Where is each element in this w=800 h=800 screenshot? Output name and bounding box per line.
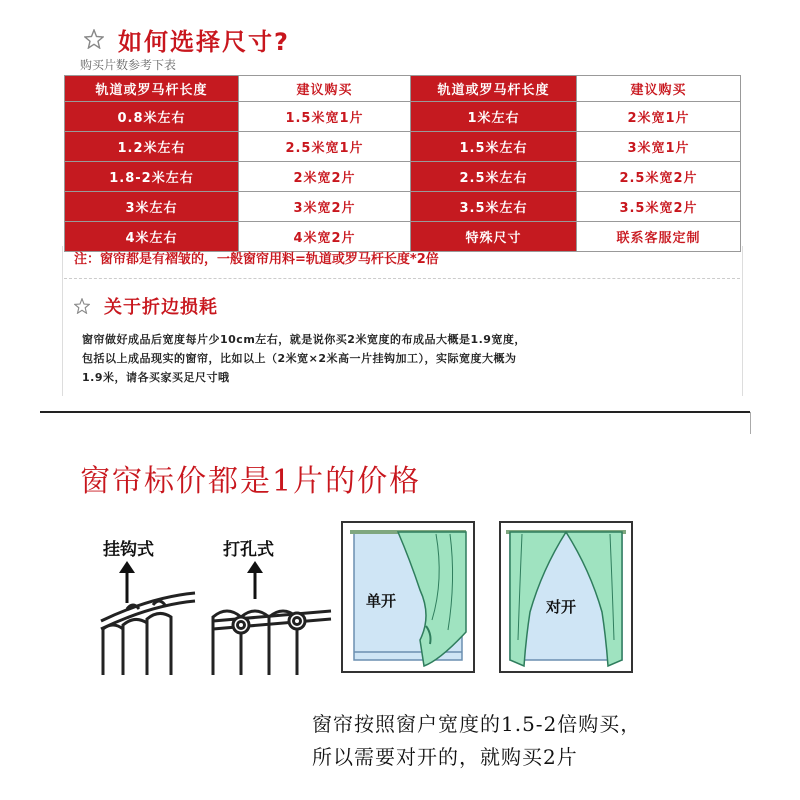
table-cell: 4米宽2片 — [239, 222, 411, 252]
side-rule-right — [742, 246, 743, 396]
table-row — [65, 222, 741, 252]
hem-loss-paragraph — [82, 330, 742, 387]
star-icon — [84, 29, 104, 49]
table-cell: 1.5米宽1片 — [239, 102, 411, 132]
table-cell: 2.5米宽1片 — [239, 132, 411, 162]
size-guide-hint: 购买片数参考下表 — [80, 58, 177, 72]
table-row — [65, 102, 741, 132]
table-cell: 4米左右 — [65, 222, 239, 252]
separator-tick — [750, 412, 751, 434]
table-row — [65, 192, 741, 222]
table-cell: 1米左右 — [411, 102, 577, 132]
size-note: 注：窗帘都是有褶皱的，一般窗帘用料=轨道或罗马杆长度*2倍 — [74, 252, 439, 267]
table-cell: 联系客服定制 — [577, 222, 741, 252]
table-header-cell: 建议购买 — [239, 76, 411, 102]
table-header-cell: 轨道或罗马杆长度 — [65, 76, 239, 102]
paragraph-line: 窗帘做好成品后宽度每片少10cm左右，就是说你买2米宽度的布成品大概是1.9宽度， — [82, 333, 526, 346]
table-cell: 3.5米左右 — [411, 192, 577, 222]
single-open-window-illustration — [340, 520, 476, 674]
table-row — [65, 132, 741, 162]
size-guide-section — [62, 12, 742, 398]
table-header-cell: 建议购买 — [577, 76, 741, 102]
purchase-advice — [312, 708, 641, 774]
table-cell: 2.5米左右 — [411, 162, 577, 192]
size-guide-heading — [62, 22, 290, 56]
table-cell: 2米宽1片 — [577, 102, 741, 132]
side-rule-left — [62, 246, 63, 396]
table-cell: 特殊尺寸 — [411, 222, 577, 252]
size-guide-title: 如何选择尺寸? — [118, 27, 290, 56]
dashed-divider — [64, 278, 740, 279]
grommet-curtain-icon — [213, 611, 331, 675]
grommet-style-label: 打孔式 — [223, 540, 274, 560]
table-cell: 3米宽1片 — [577, 132, 741, 162]
hem-loss-heading — [62, 292, 218, 320]
table-cell: 0.8米左右 — [65, 102, 239, 132]
double-open-window-illustration — [498, 520, 634, 674]
size-table — [64, 75, 741, 252]
table-cell: 1.5米左右 — [411, 132, 577, 162]
price-note-title: 窗帘标价都是1片的价格 — [80, 464, 422, 499]
table-cell: 3米左右 — [65, 192, 239, 222]
hanging-style-illustration — [95, 525, 333, 677]
advice-line: 所以需要对开的，就购买2片 — [312, 745, 578, 769]
star-icon — [74, 298, 90, 314]
table-header-row — [65, 76, 741, 102]
table-cell: 3米宽2片 — [239, 192, 411, 222]
hem-loss-title: 关于折边损耗 — [104, 297, 218, 318]
table-cell: 2米宽2片 — [239, 162, 411, 192]
hook-style-label: 挂钩式 — [103, 540, 154, 560]
section-separator — [40, 411, 750, 413]
table-header-cell: 轨道或罗马杆长度 — [411, 76, 577, 102]
double-open-label: 对开 — [546, 598, 577, 616]
advice-line: 窗帘按照窗户宽度的1.5-2倍购买， — [312, 712, 642, 736]
arrow-up-icon — [119, 561, 135, 603]
table-cell: 2.5米宽2片 — [577, 162, 741, 192]
hook-curtain-icon — [101, 593, 195, 675]
paragraph-line: 1.9米，请各买家买足尺寸哦 — [82, 371, 230, 384]
table-cell: 3.5米宽2片 — [577, 192, 741, 222]
table-row — [65, 162, 741, 192]
table-cell: 1.2米左右 — [65, 132, 239, 162]
table-cell: 1.8-2米左右 — [65, 162, 239, 192]
paragraph-line: 包括以上成品现实的窗帘，比如以上（2米宽×2米高一片挂钩加工），实际宽度大概为 — [82, 352, 517, 365]
single-open-label: 单开 — [366, 592, 397, 610]
arrow-up-icon — [247, 561, 263, 599]
